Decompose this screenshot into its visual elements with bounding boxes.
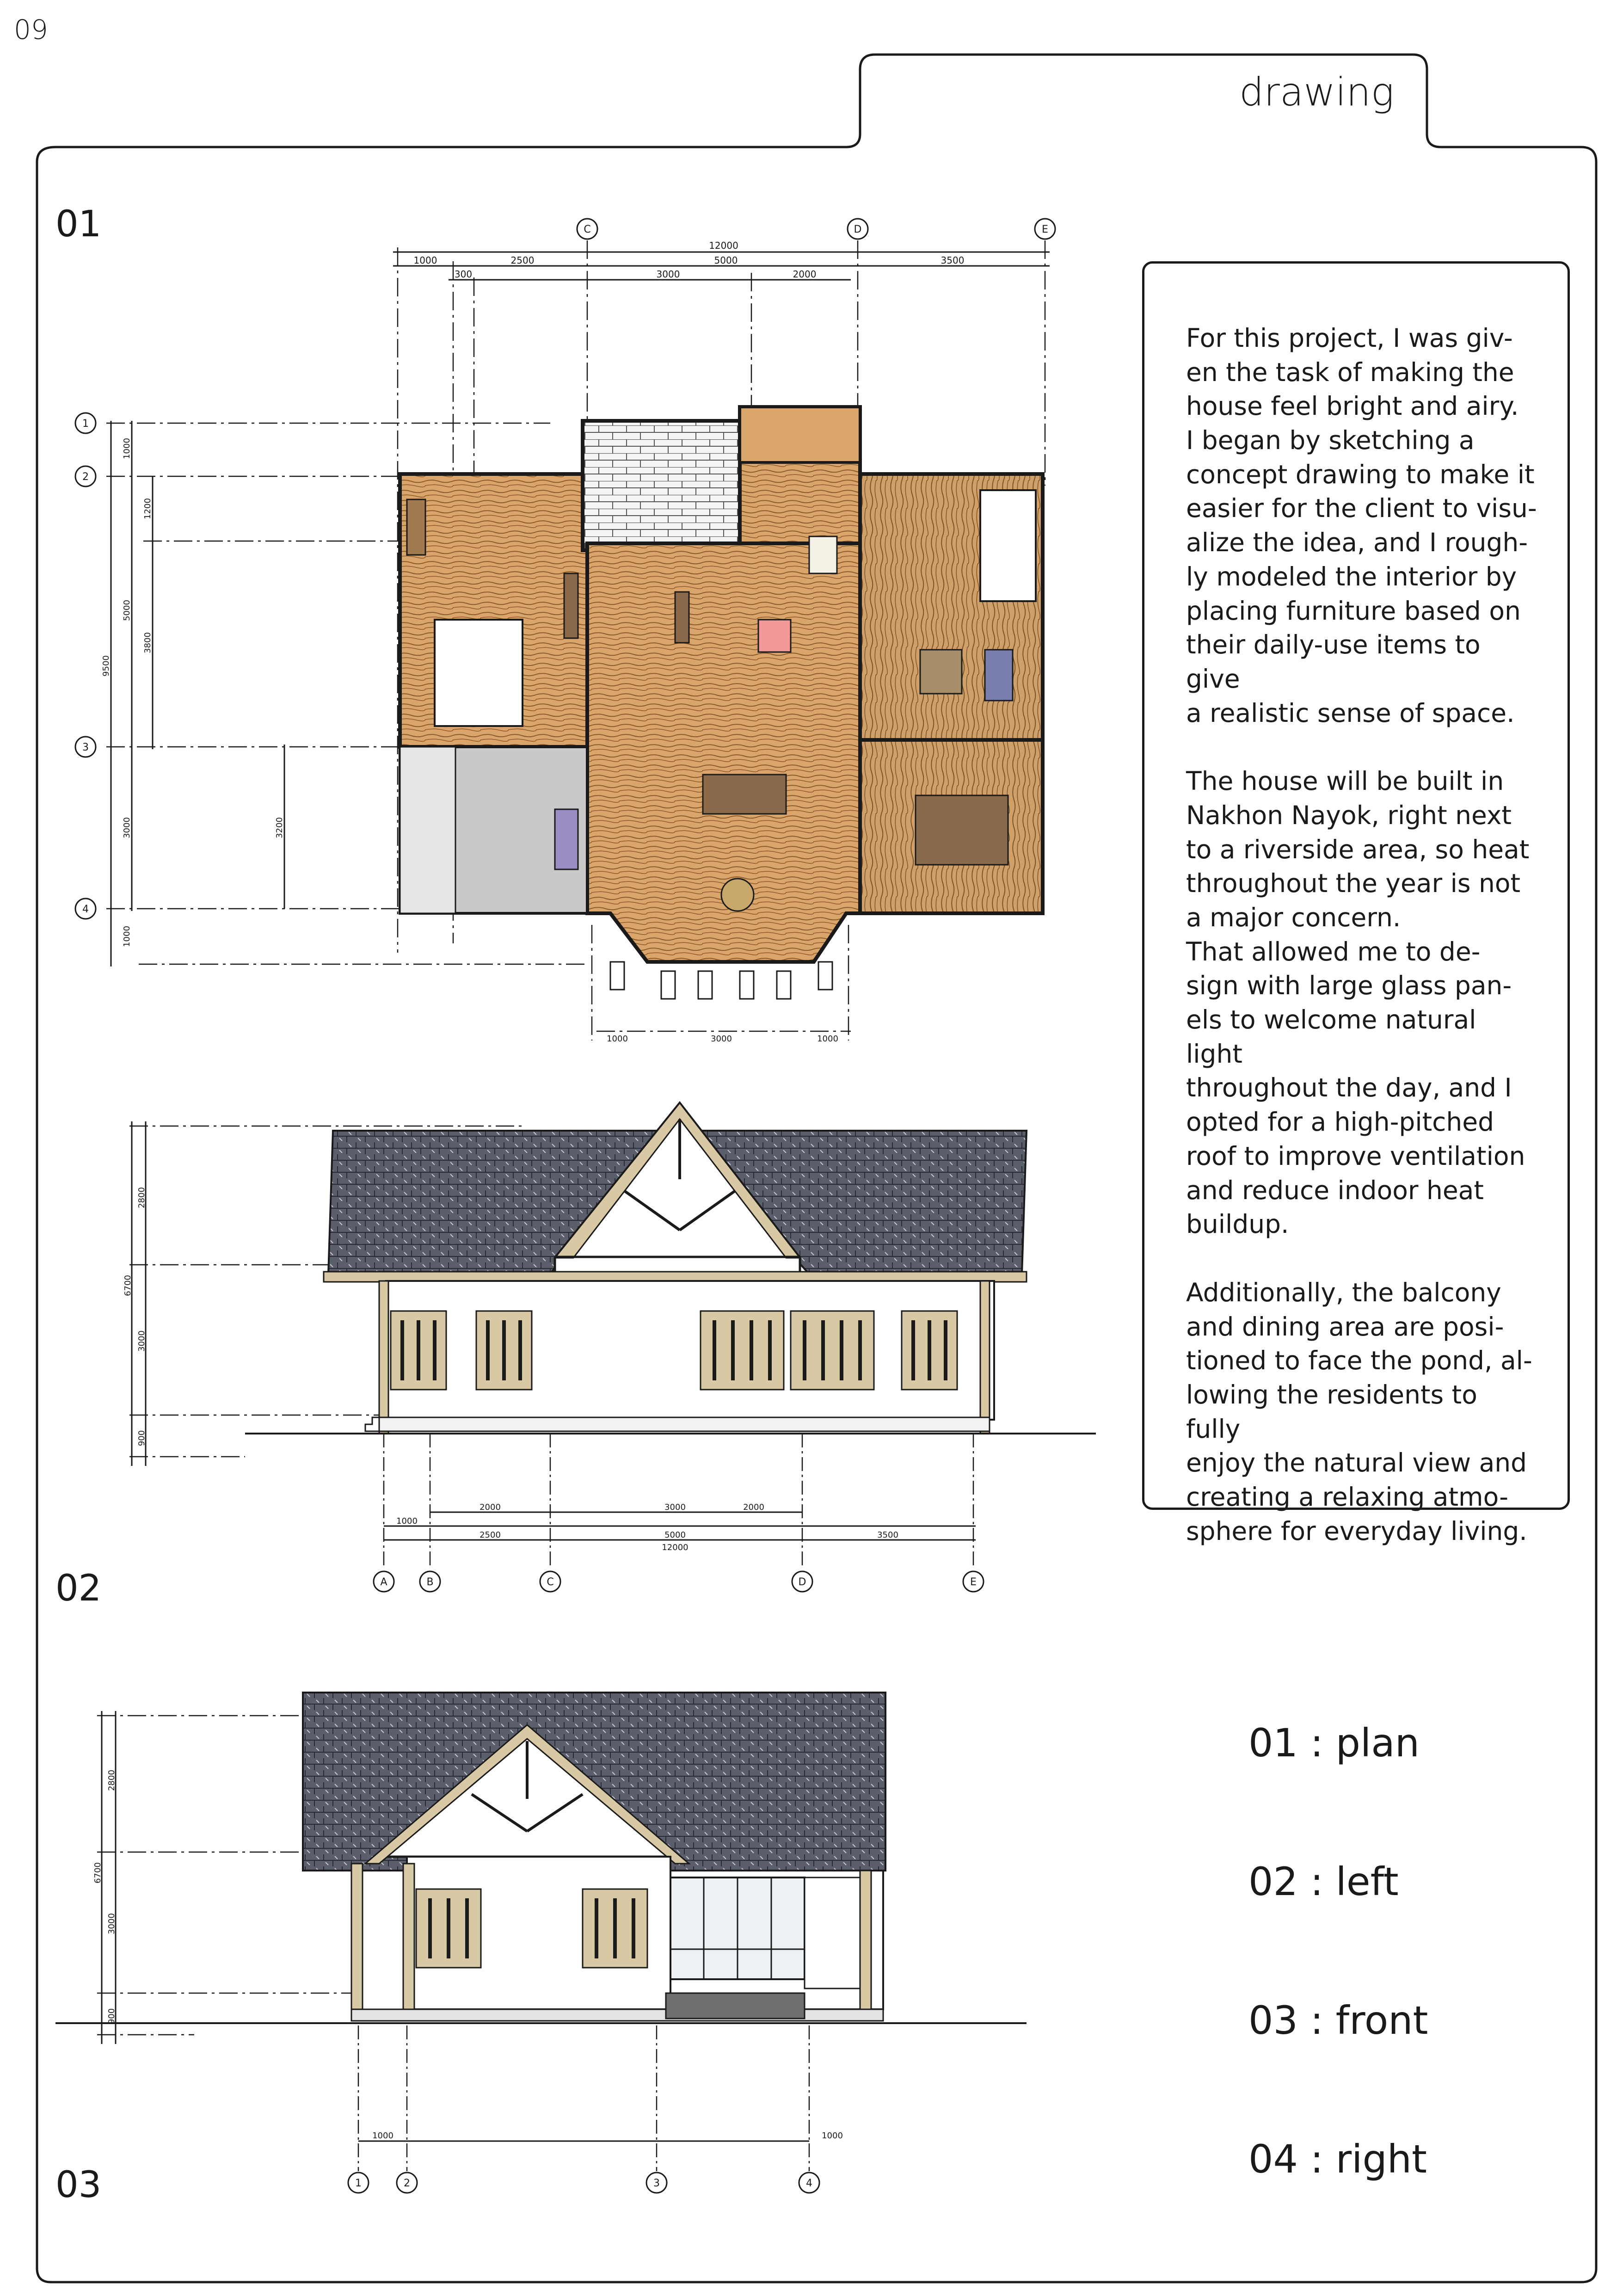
description-paragraph: Additionally, the balcony and dining area are posi- tioned to face the pond, al- lowing the residents to fully enjoy the natural view and creating a relaxing atmo- sphere for everyday living. — [1186, 1277, 1532, 1546]
grid-marker: C — [547, 1576, 554, 1588]
elev-dim-left: 3000 — [107, 1913, 117, 1934]
elev-dim-bottom: 1000 — [396, 1516, 418, 1526]
plan-dim-left: 1000 — [122, 438, 132, 459]
elev-dim-bottom: 3500 — [877, 1530, 898, 1540]
grid-marker: A — [380, 1576, 387, 1588]
plan-dim-top: 1000 — [413, 255, 437, 266]
plan-dim-bottom: 1000 — [817, 1034, 838, 1044]
plan-dim-left: 3800 — [143, 632, 153, 653]
description-text — [1186, 321, 1537, 1582]
plan-dim-bottom: 3000 — [711, 1034, 732, 1044]
section-label-01: 01 — [55, 203, 102, 245]
plan-dim-bottom: 1000 — [607, 1034, 628, 1044]
elev-dim-left: 3000 — [137, 1330, 147, 1352]
section-label-02: 02 — [55, 1568, 102, 1609]
grid-marker: 3 — [82, 742, 89, 753]
grid-marker: 1 — [355, 2178, 362, 2189]
legend-item-plan: 01 : plan — [1248, 1720, 1420, 1766]
elev-dim-left: 900 — [137, 1430, 147, 1447]
description-box — [1142, 261, 1570, 1546]
plan-rooms — [400, 407, 1043, 962]
elev-dim-bottom: 2000 — [743, 1502, 764, 1512]
elev-dim-left: 2800 — [137, 1187, 147, 1208]
elev-dim-left: 6700 — [93, 1862, 103, 1884]
front-elevation-drawing — [55, 1674, 1050, 2220]
elev-dim-bottom: 1000 — [822, 2131, 843, 2141]
grid-marker: 1 — [82, 418, 89, 430]
plan-dim-left: 3000 — [122, 817, 132, 838]
elev-dim-left: 900 — [107, 2008, 117, 2025]
grid-marker: D — [798, 1576, 806, 1588]
page-number: 09 — [14, 14, 48, 45]
plan-dim-left: 1200 — [143, 498, 153, 519]
elev-dim-left: 2800 — [107, 1770, 117, 1791]
description-paragraph: The house will be built in Nakhon Nayok, right next to a riverside area, so heat throughout the year is not a major concern. That allowed me to de- sign with large glass pan- els to welcome natural light throughout the day, and I opted for a high-pitched roof to improve ventilation and reduce indoor heat buildup. — [1186, 766, 1530, 1239]
elev-dim-bottom: 1000 — [372, 2131, 393, 2141]
grid-marker: 4 — [806, 2178, 812, 2189]
grid-marker: 4 — [82, 904, 89, 915]
plan-dim-left: 1000 — [122, 926, 132, 947]
plan-dim-top: 12000 — [709, 240, 738, 251]
floor-plan-drawing — [65, 203, 1119, 1101]
elev-dim-bottom: 12000 — [662, 1543, 689, 1552]
elev-dim-bottom: 3000 — [664, 1502, 686, 1512]
grid-marker: D — [854, 224, 862, 235]
legend-item-front: 03 : front — [1248, 1998, 1428, 2043]
elev-dim-bottom: 2000 — [480, 1502, 501, 1512]
grid-marker: C — [584, 224, 591, 235]
plan-dim-top: 5000 — [714, 255, 738, 266]
plan-dim-top: 3000 — [656, 269, 680, 280]
grid-marker: B — [426, 1576, 434, 1588]
grid-marker: 2 — [82, 471, 89, 483]
description-paragraph: For this project, I was giv- en the task of making the house feel bright and airy. I began by sketching a concept drawing to make it easier for the client to visu- alize the idea, and I rough- ly modeled the interior by placing furniture based on their daily-use items to give a realistic sense of space. — [1186, 323, 1537, 728]
elev-dim-bottom: 5000 — [664, 1530, 686, 1540]
grid-marker: 2 — [404, 2178, 410, 2189]
plan-dim-top: 2000 — [793, 269, 817, 280]
plan-dim-left: 9500 — [101, 655, 111, 677]
section-label-03: 03 — [55, 2164, 102, 2206]
plan-dim-left: 5000 — [122, 600, 132, 621]
grid-marker: E — [1042, 224, 1048, 235]
left-elevation-drawing — [106, 1082, 1105, 1605]
elev-dim-left: 6700 — [123, 1275, 133, 1296]
plan-dim-top: 2500 — [510, 255, 535, 266]
tab-label: drawing — [1239, 69, 1395, 115]
plan-dim-left: 3200 — [275, 817, 284, 838]
legend-item-right: 04 : right — [1248, 2136, 1427, 2182]
grid-marker: 3 — [653, 2178, 660, 2189]
plan-dim-top: 3500 — [941, 255, 965, 266]
plan-dim-top: 300 — [454, 269, 473, 280]
grid-marker: E — [970, 1576, 977, 1588]
elev-dim-bottom: 2500 — [480, 1530, 501, 1540]
legend-item-left: 02 : left — [1248, 1859, 1399, 1904]
